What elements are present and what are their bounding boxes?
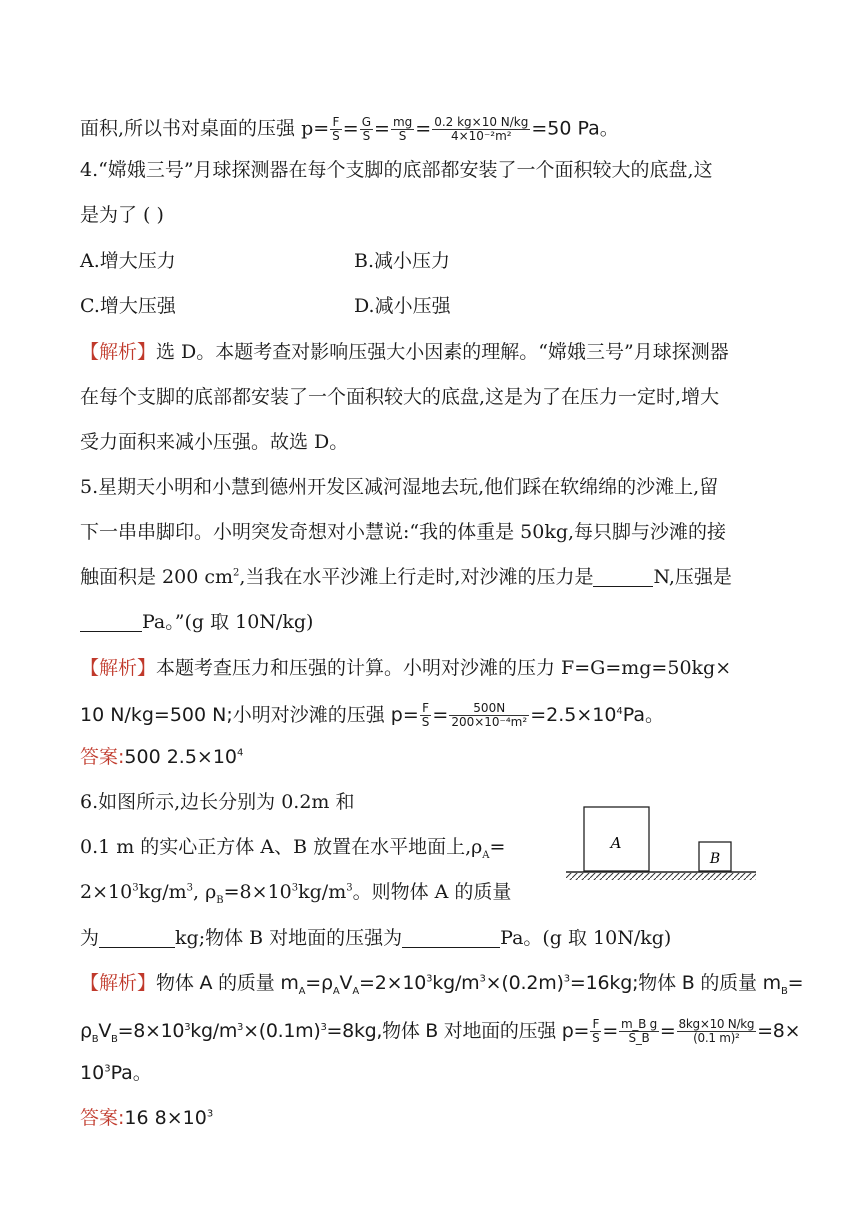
q5-stem-line2: 下一串串脚印。小明突发奇想对小慧说:“我的体重是 50kg,每只脚与沙滩的接 (80, 521, 727, 543)
q6-stem-line2: 0.1 m 的实心正方体 A、B 放置在水平地面上$,\rho_A=$ (80, 836, 506, 861)
fraction-g-over-s: $\frac{G}{S}$ (361, 115, 372, 144)
fraction-numeric-b: $\frac{8kg\times 10 N/kg}{\text{(0.1 m)²}}$ (678, 1017, 755, 1046)
analysis-tag: 【解析】 (80, 972, 157, 994)
q4-explanation-line2: 在每个支脚的底部都安装了一个面积较大的底盘,这是为了在压力一定时,增大 (80, 386, 720, 408)
q6-explanation-line2: $\rho_BV_B=8\times 10^3kg/m^3\times(0.1m)^3=8kg$,物体 B 对地面的压强 p= $\frac{F}{S}$ = $\frac{\text{m\_B g}}{S\_B}$ = $\frac{8kg\times 10 N/kg}{\text{(0.1 m)²}}$ =8× (80, 1017, 801, 1046)
cube-a-label: A (610, 834, 622, 852)
q5-explanation-line2: 10 N/kg=500 N;小明对沙滩的压强 p= $\frac{F}{S}$ = $\frac{500N}{\text{200×10⁻⁴m²}}$ $=2.5\times 10^4Pa$。 (80, 701, 665, 730)
q6-stem-line3: $2\times 10^3kg/m^3$, $\rho_B=8\times 10^3kg/m^3$。则物体 A 的质量 (80, 881, 512, 906)
answer-blank-force[interactable] (593, 570, 653, 587)
q6-explanation-line1: 【解析】物体 A 的质量 $m_A=\rho_AV_A=2\times 10^3kg/m^3\times(0.2m)^3=16kg$;物体 B 的质量 $m_B=$ (80, 972, 804, 997)
answer-blank-mass[interactable] (99, 931, 175, 948)
analysis-tag: 【解析】 (80, 341, 157, 363)
q4-stem-line1: 4.“嫦娥三号”月球探测器在每个支脚的底部都安装了一个面积较大的底盘,这 (80, 159, 713, 181)
q4-explanation-line1: 【解析】选 D。本题考查对影响压强大小因素的理解。“嫦娥三号”月球探测器 (80, 341, 729, 363)
p3-conclusion-line: 面积,所以书对桌面的压强 p= $\frac{F}{S}$ = $\frac{G}{S}$ = $\frac{mg}{S}$ = $\frac{0.2 kg\times 10 N/kg}{\text{4×10⁻²m²}}$ =50 Pa。 (80, 115, 619, 144)
q4-stem-line2: 是为了 ( ) (80, 204, 164, 226)
q5-stem-line1: 5.星期天小明和小慧到德州开发区减河湿地去玩,他们踩在软绵绵的沙滩上,留 (80, 476, 719, 498)
q4-option-d: D.减小压强 (354, 295, 451, 317)
fraction-mbg-over-sb: $\frac{\text{m\_B g}}{S\_B}$ (621, 1017, 657, 1046)
q6-stem-line4: 为 kg;物体 B 对地面的压强为 Pa。(g 取 10N/kg) (80, 927, 672, 949)
answer-blank-pressure[interactable] (80, 615, 142, 632)
cubes-figure (560, 800, 760, 884)
q4-option-a: A.增大压力 (80, 250, 176, 272)
fraction-numeric: $\frac{0.2 kg\times 10 N/kg}{\text{4×10⁻²m²}}$ (434, 115, 529, 144)
q5-answer: 答案:500 $2.5\times 10^4$ (80, 746, 244, 768)
q5-stem-line4: Pa。”(g 取 10N/kg) (80, 613, 313, 632)
fraction-mg-over-s: $\frac{mg}{S}$ (392, 115, 413, 144)
q6-stem-line1: 6.如图所示,边长分别为 0.2m 和 (80, 791, 355, 813)
analysis-tag: 【解析】 (80, 657, 157, 679)
q4-explanation-line3: 受力面积来减小压强。故选 D。 (80, 431, 349, 453)
answer-blank-pressure-b[interactable] (402, 931, 500, 948)
fraction-f-over-s: $\frac{F}{S}$ (421, 701, 430, 730)
fraction-f-over-s: $\frac{F}{S}$ (332, 115, 340, 144)
q6-explanation-line3: $10^3Pa$。 (80, 1062, 152, 1084)
q4-option-c: C.增大压强 (80, 295, 176, 317)
q5-explanation-line1: 【解析】本题考查压力和压强的计算。小明对沙滩的压力 F=G=mg=50kg× (80, 657, 732, 679)
fraction-f-over-s: $\frac{F}{S}$ (592, 1017, 600, 1046)
cube-b-label: B (709, 851, 721, 867)
q6-answer: 答案:16 $8\times 10^3$ (80, 1107, 214, 1129)
q4-option-b: B.减小压力 (354, 250, 451, 272)
fraction-500n-over-area: $\frac{500N}{\text{200×10⁻⁴m²}}$ (451, 701, 528, 730)
ground-hatching (566, 873, 756, 880)
q5-stem-line3: 触面积是 200 $cm^2$,当我在水平沙滩上行走时,对沙滩的压力是 N,压强是 (80, 566, 732, 588)
